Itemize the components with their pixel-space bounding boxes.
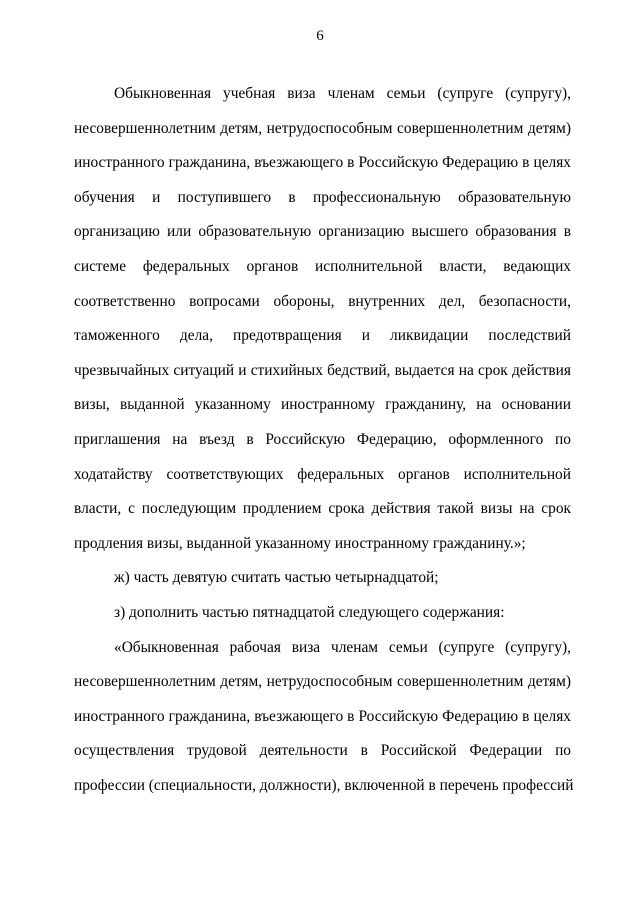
text-line: визы, выданной указанному иностранному гражданину, на основании — [74, 396, 571, 414]
paragraph — [74, 631, 574, 804]
paragraph — [74, 596, 571, 631]
document-body — [74, 77, 574, 803]
text-line: организацию или образовательную организацию высшего образования в — [74, 223, 571, 241]
text-line: з) дополнить частью пятнадцатой следующего содержания: — [114, 603, 505, 621]
text-line: соответственно вопросами обороны, внутренних дел, безопасности, — [74, 292, 571, 310]
text-line: Обыкновенная учебная виза членам семьи (супруге (супругу), — [114, 85, 571, 102]
text-line: иностранного гражданина, въезжающего в Российскую Федерацию в целях — [74, 707, 571, 725]
text-line: обучения и поступившего в профессиональную образовательную — [74, 188, 571, 206]
text-line: несовершеннолетним детям, нетрудоспособным совершеннолетним детям) — [74, 673, 571, 691]
text-line: чрезвычайных ситуаций и стихийных бедствий, выдается на срок действия — [74, 361, 571, 379]
text-line: таможенного дела, предотвращения и ликвидации последствий — [74, 327, 571, 345]
paragraph — [74, 77, 571, 561]
text-line: иностранного гражданина, въезжающего в Российскую Федерацию в целях — [74, 154, 571, 172]
text-line: профессии (специальности, должности), включенной в перечень профессий — [74, 776, 574, 794]
text-line: несовершеннолетним детям, нетрудоспособным совершеннолетним детям) — [74, 119, 571, 137]
paragraph — [74, 561, 571, 596]
text-line: системе федеральных органов исполнительной власти, ведающих — [74, 257, 571, 275]
text-line: власти, с последующим продлением срока действия такой визы на срок — [74, 500, 571, 518]
text-line: приглашения на въезд в Российскую Федерацию, оформленного по — [74, 430, 571, 448]
page-number: 6 — [316, 28, 324, 44]
text-line: продления визы, выданной указанному иностранному гражданину.»; — [74, 534, 526, 552]
text-line: «Обыкновенная рабочая виза членам семьи (супруге (супругу), — [114, 638, 571, 656]
text-line: осуществления трудовой деятельности в Российской Федерации по — [74, 742, 571, 760]
text-line: ж) часть девятую считать частью четырнадцатой; — [114, 569, 439, 587]
text-line: ходатайству соответствующих федеральных органов исполнительной — [74, 465, 571, 483]
